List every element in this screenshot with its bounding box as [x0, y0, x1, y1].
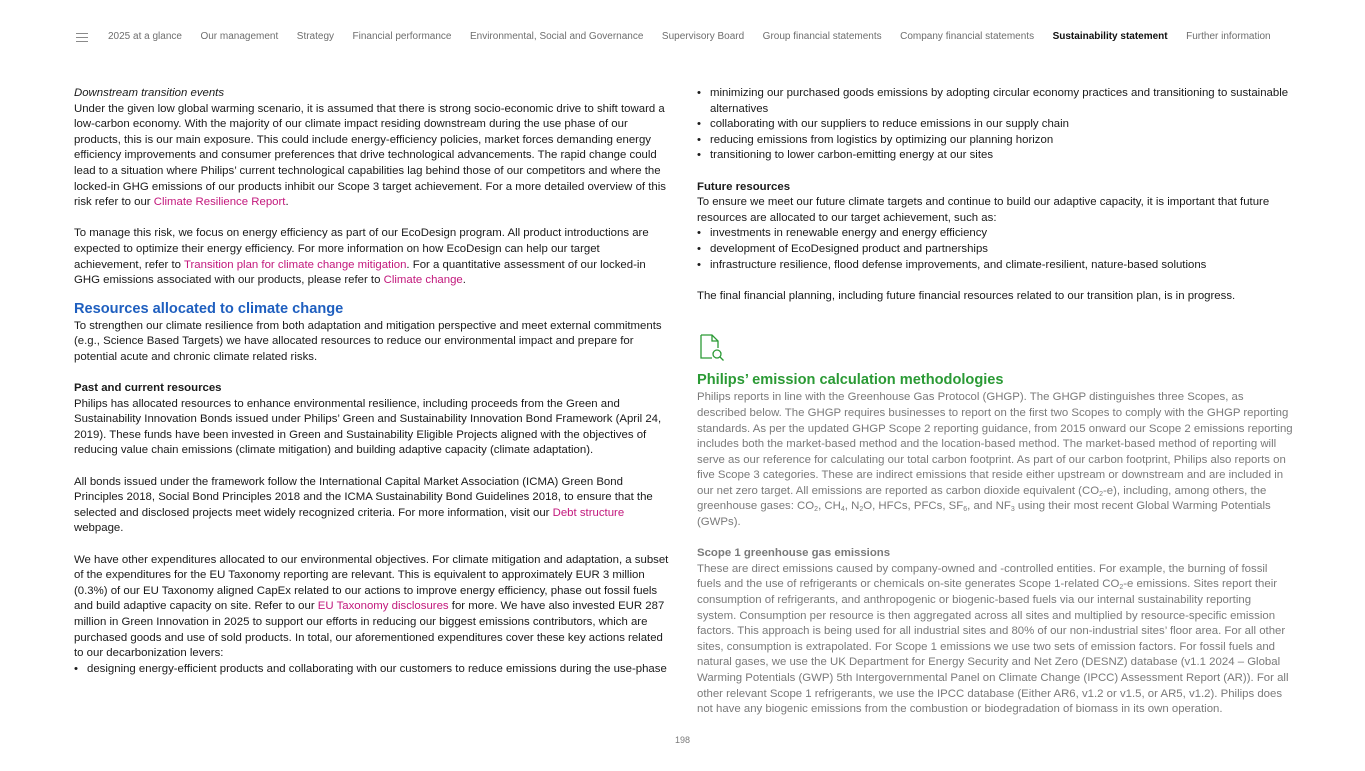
subscript: 4	[840, 506, 845, 514]
ecodesign-text-b: . For a quantitative assessment of our locked-in GHG emissions associated with our products, please refer to	[74, 258, 646, 287]
page-number: 198	[674, 735, 691, 745]
scope1-text-a: These are direct emissions caused by company-owned and -controlled entities. For example, the burning of fossil fuels and the use of refrigerants or chemicals on-site generates Scope 1-related CO	[697, 562, 1268, 591]
bonds-paragraph	[74, 475, 670, 537]
nav-item-sustainability-statement[interactable]: Sustainability statement	[1052, 31, 1168, 42]
bonds-text: All bonds issued under the framework follow the International Capital Market Association (ICMA) Green Bond Principles 2018, Social Bond Principles 2018 and the ICMA Sustainability Bond Guidelines 2018, to ensure that the selected and disclosed projects meet widely recognized criteria. For more information, visit our	[74, 475, 653, 519]
nav-item-our-management[interactable]: Our management	[200, 31, 279, 42]
nav-items	[108, 31, 1289, 42]
scope1-text-b: -e emissions. Sites report their consumption of refrigerants, and anthropogenic or biogenic-based fuels via our internal sustainability reporting system. Consumption per resource is then aggregated across all sites and multiplied by resource-specific emission factors. This approach is being used for all industrial sites and 80% of our non-industrial sites’ floor area. For all other sites, consumption is extrapolated. For Scope 1 emissions we use two sets of emission factors. For fossil fuels and natural gases, we use the UK Department for Energy Security and Net Zero (DESNZ) database (v1.1 2024 – Global Warming Potentials (GWP) 5th Intergovernmental Panel on Climate Change (IPCC) Assessment Report (AR)). For all other relevant Scope 1 refrigerants, we use the IPCC database (Either AR6, v1.2 or v1.5, or AR5, v1.2). Philips does not have any biogenic emissions from the combustion or biodegradation of biomass in its own operation.	[697, 578, 1289, 716]
subscript: 2	[1119, 584, 1124, 592]
transition-plan-link[interactable]: Transition plan for climate change mitigation	[183, 258, 407, 271]
downstream-paragraph	[74, 102, 670, 211]
list-item: • infrastructure resilience, flood defense improvements, and climate-resilient, nature-based solutions	[697, 258, 1293, 274]
document-search-icon	[699, 334, 725, 362]
other-expenditures-paragraph	[74, 553, 670, 662]
resources-paragraph: To strengthen our climate resilience from both adaptation and mitigation perspective and meet external commitments (e.g., Science Based Targets) we have allocated resources to reduce our environmental impact and prepare for potential acute and chronic climate related risks.	[74, 319, 662, 363]
method-text-a: Philips reports in line with the Greenhouse Gas Protocol (GHGP). The GHGP distinguishes three Scopes, as described below. The GHGP requires businesses to report on the first two Scopes to comply with the GHGP reporting standards. As per the updated GHGP Scope 2 reporting guidance, from 2015 onward our Scope 2 emissions reporting includes both the market-based method and the location-based method. The market-based method of reporting will serve as our reference for calculating our total carbon footprint. As part of our carbon footprint, Philips also reports on five Scope 3 categories. These are indirect emissions that reside either upstream or downstream and are included in our net zero target. All emissions are reported as carbon dioxide equivalent (CO	[697, 391, 1293, 497]
subscript: 2	[1099, 490, 1103, 498]
list-item: • development of EcoDesigned product and partnerships	[697, 242, 1293, 258]
nav-item-at-a-glance[interactable]: 2025 at a glance	[108, 31, 182, 42]
methodology-heading: Philips’ emission calculation methodologies	[697, 372, 1004, 389]
list-item: • investments in renewable energy and energy efficiency	[697, 226, 1293, 242]
list-item: • collaborating with our suppliers to reduce emissions in our supply chain	[697, 117, 1293, 133]
nav-item-strategy[interactable]: Strategy	[296, 31, 335, 42]
final-planning-paragraph: The final financial planning, including future financial resources related to our transition plan, is in progress.	[697, 289, 1236, 302]
nav-item-esg[interactable]: Environmental, Social and Governance	[469, 31, 644, 42]
scope1-paragraph	[697, 562, 1293, 718]
downstream-heading: Downstream transition events	[74, 87, 225, 99]
nav-item-company-financial-statements[interactable]: Company financial statements	[900, 31, 1035, 42]
nav-item-group-financial-statements[interactable]: Group financial statements	[762, 31, 882, 42]
method-text-c: , CH	[818, 500, 841, 513]
subscript: 2	[814, 506, 819, 514]
future-resources-paragraph: To ensure we meet our future climate targets and continue to build our adaptive capacity, it is important that future resources are allocated to our target achievement, such as:	[697, 196, 1270, 224]
other-text-a: We have other expenditures allocated to our environmental objectives. For climate mitigation and adaptation, a subset of the expenditures for the EU Taxonomy reporting are relevant. This is equivalent to approximately EUR 3 million (0.3%) of our EU Taxonomy aligned CapEx related to our actions to improve energy efficiency, phase out fossil fuels and build adaptive capacity on site. Refer to our	[74, 553, 669, 613]
method-text-e: O, HFCs, PFCs, SF	[863, 500, 964, 513]
past-resources-paragraph: Philips has allocated resources to enhance environmental resilience, including proceeds from the Green and Sustainability Innovation Bonds issued under Philips’ Green and Sustainability Innovation Bond Framework (April 24, 2019). These funds have been invested in Green and Sustainability Eligible Projects aligned with the objectives of reducing value chain emissions (climate mitigation) and building adaptive capacity (climate adaptation).	[74, 397, 662, 457]
right-column	[697, 86, 1293, 718]
levers-list-left	[74, 662, 670, 678]
climate-change-link[interactable]: Climate change	[383, 274, 463, 287]
hamburger-menu-icon[interactable]	[76, 33, 88, 42]
nav-item-financial-performance[interactable]: Financial performance	[352, 31, 452, 42]
method-text-g: using their most recent Global Warming Potentials (GWPs).	[697, 500, 1271, 529]
methodology-section	[697, 390, 1293, 717]
future-resources-list	[697, 226, 1293, 273]
nav-item-further-information[interactable]: Further information	[1186, 31, 1271, 42]
climate-resilience-report-link[interactable]: Climate Resilience Report	[153, 196, 286, 209]
downstream-end: .	[285, 196, 289, 209]
top-navigation	[0, 0, 1365, 74]
levers-list-right	[697, 86, 1293, 164]
debt-structure-link[interactable]: Debt structure	[552, 506, 625, 519]
other-text-b: for more. We have also invested EUR 287 million in Green Innovation in 2025 to support our efforts in reducing our biggest emissions contributors, which are purchased goods and use of sold products. In total, our aforementioned expenditures cover these key actions related to our decarbonization levers:	[74, 600, 665, 660]
ecodesign-text-a: To manage this risk, we focus on energy efficiency as part of our EcoDesign program. All product introductions are expected to optimize their energy efficiency. For more information on how EcoDesign can help our target achievement, refer to	[74, 227, 649, 271]
list-item: • minimizing our purchased goods emissions by adopting circular economy practices and transitioning to sustainable alternatives	[697, 86, 1293, 117]
methodology-paragraph	[697, 390, 1293, 530]
subscript: 3	[1010, 506, 1015, 514]
ecodesign-end: .	[462, 274, 466, 287]
method-text-d: , N	[844, 500, 860, 513]
list-item: • reducing emissions from logistics by optimizing our planning horizon	[697, 133, 1293, 149]
method-text-f: , and NF	[967, 500, 1011, 513]
subscript: 6	[963, 506, 968, 514]
ecodesign-paragraph	[74, 226, 670, 288]
subscript: 2	[859, 506, 864, 514]
future-resources-heading: Future resources	[697, 180, 791, 193]
nav-item-supervisory-board[interactable]: Supervisory Board	[661, 31, 745, 42]
scope1-heading: Scope 1 greenhouse gas emissions	[697, 547, 891, 560]
past-resources-heading: Past and current resources	[74, 382, 222, 395]
eu-taxonomy-link[interactable]: EU Taxonomy disclosures	[317, 600, 449, 613]
method-text-b: -e), including, among others, the greenhouse gases: CO	[697, 484, 1267, 513]
list-item: • designing energy-efficient products and collaborating with our customers to reduce emissions during the use-phase	[74, 662, 670, 678]
downstream-text: Under the given low global warming scenario, it is assumed that there is strong socio-economic drive to shift toward a low-carbon economy. With the majority of our climate impact residing downstream during the use phase of our products, this is our main exposure. This could include energy-efficiency policies, market forces demanding energy efficiency improvements and consumer preferences that drive technological advancements. The rapid change could lead to a situation where Philips’ current technological capabilities lag behind those of our competitors and where the locked-in GHG emissions of our products inhibit our Scope 3 target achievement. For a more detailed overview of this risk refer to our	[74, 102, 666, 209]
left-column	[74, 86, 670, 677]
bonds-end: webpage.	[74, 522, 124, 535]
list-item: • transitioning to lower carbon-emitting energy at our sites	[697, 148, 1293, 164]
resources-heading: Resources allocated to climate change	[74, 300, 344, 317]
